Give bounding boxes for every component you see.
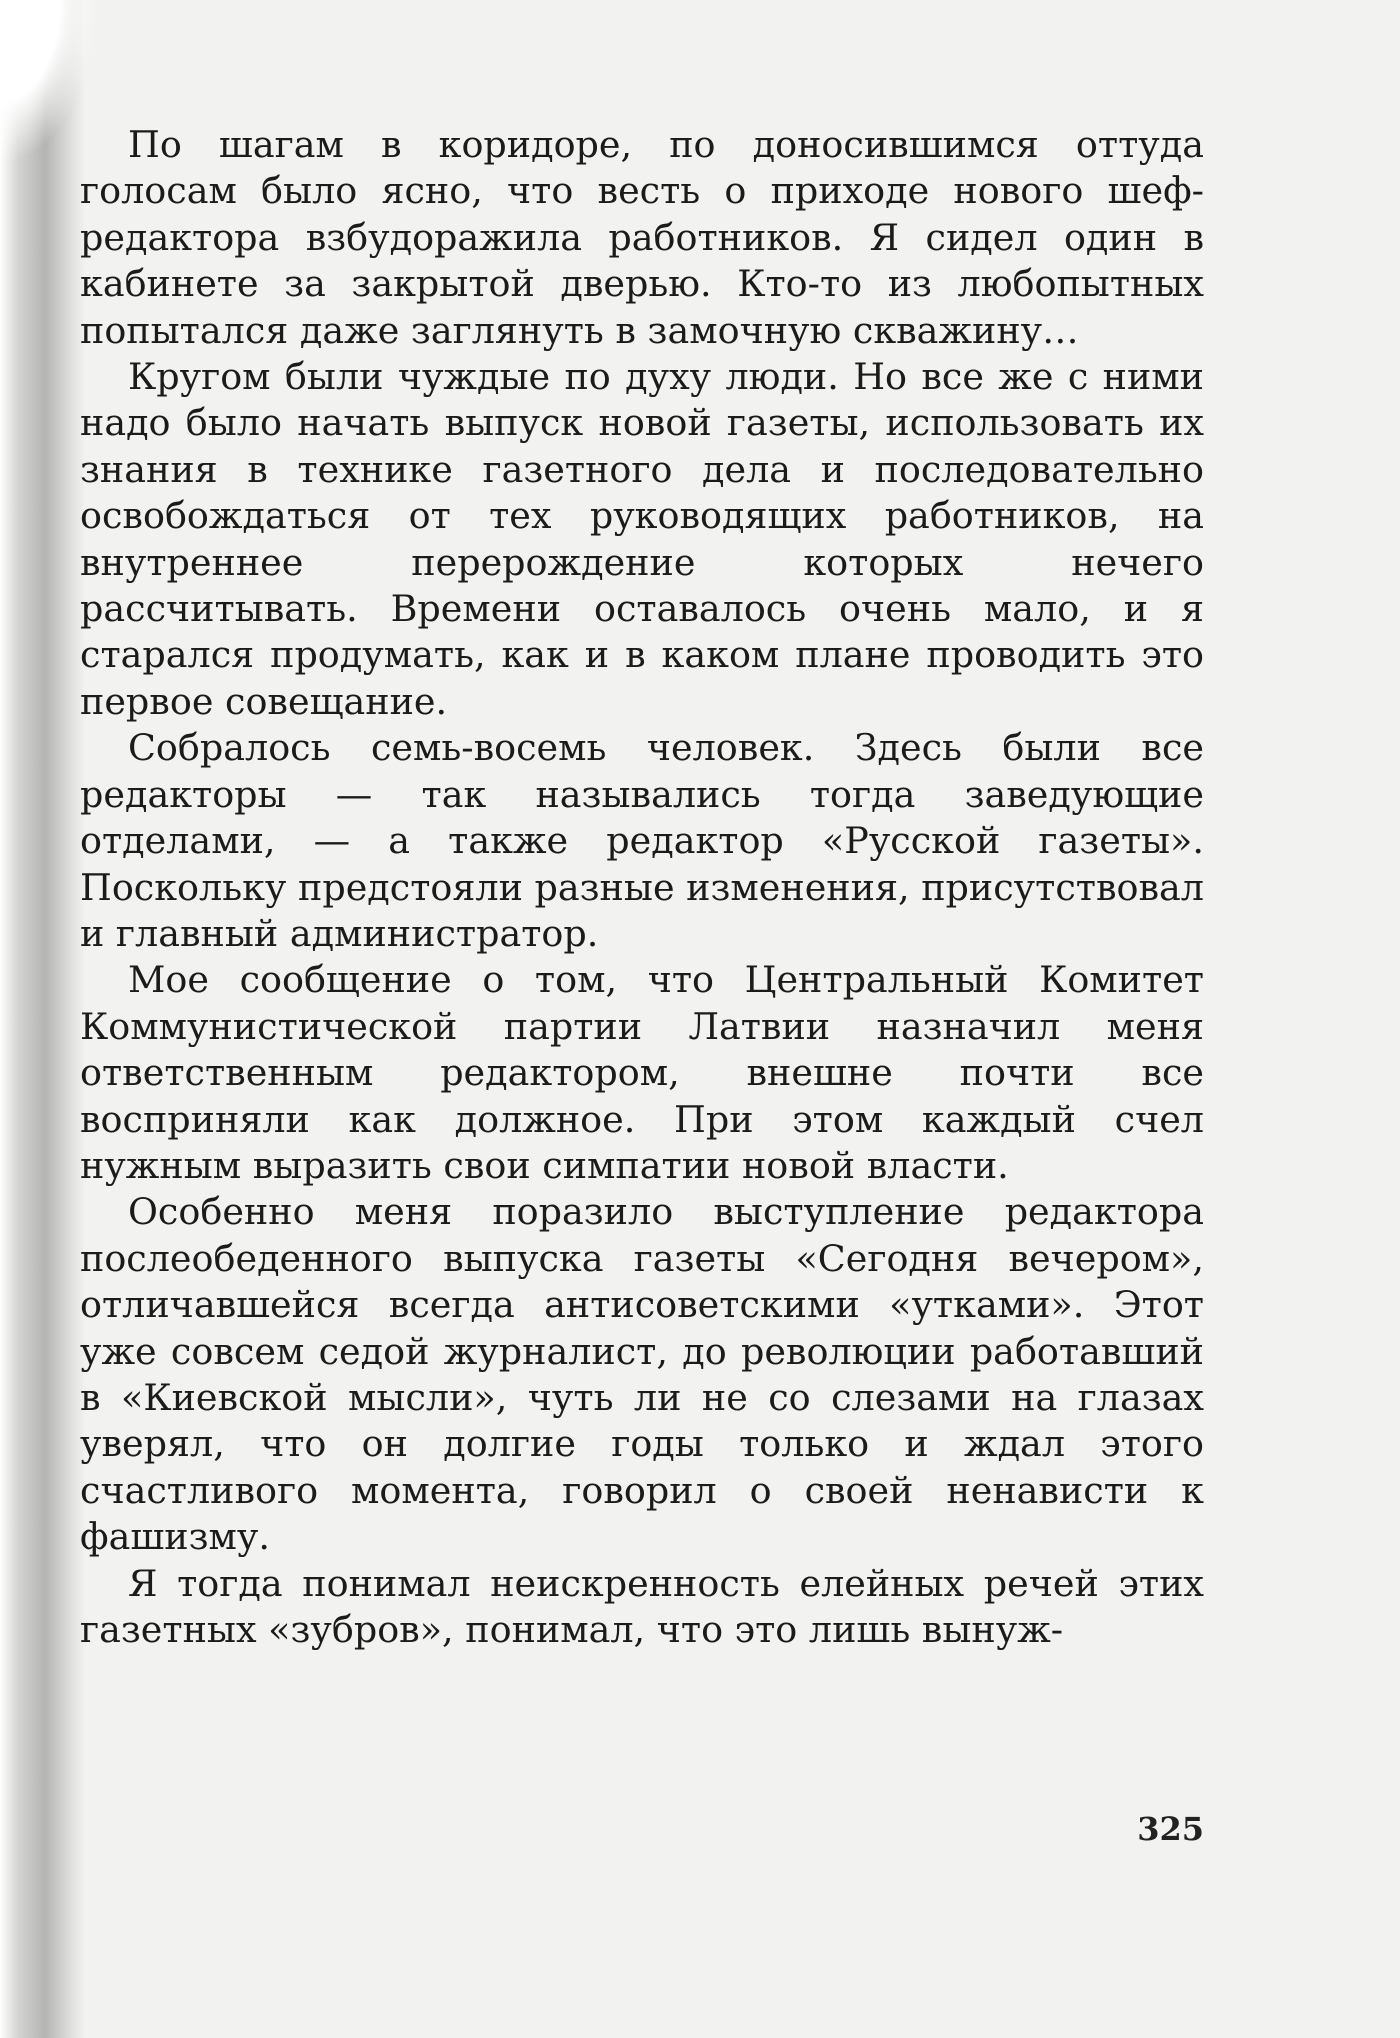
body-text: [80, 122, 1204, 1653]
page-number: 325: [1137, 1810, 1204, 1848]
paragraph-3: Собралось семь-восемь человек. Здесь были все редакторы — так назывались тогда заведующие отделами, — а также редактор «Русской газеты». Поскольку предстояли разные изменения, присутствовал и главный администратор.: [80, 726, 1204, 955]
paragraph-1: По шагам в коридоре, по доносившимся оттуда голосам было ясно, что весть о приходе нового шеф-редактора взбудоражила работников. Я сидел один в кабинете за закрытой дверью. Кто-то из любопытных попытался даже заглянуть в замочную скважину…: [80, 123, 1204, 352]
paragraph-4: Мое сообщение о том, что Центральный Комитет Коммунистической партии Латвии назначил меня ответственным редактором, внешне почти все восприняли как должное. При этом каждый счел нужным выразить свои симпатии новой власти.: [80, 958, 1204, 1187]
paragraph-6: Я тогда понимал неискренность елейных речей этих газетных «зубров», понимал, что это лишь вынуж-: [80, 1561, 1204, 1651]
paragraph-5: Особенно меня поразило выступление редактора послеобеденного выпуска газеты «Сегодня вечером», отличавшейся всегда антисоветскими «утками». Этот уже совсем седой журналист, до революции работавший в «Киевской мысли», чуть ли не со слезами на глазах уверял, что он долгие годы только и ждал этого счастливого момента, говорил о своей ненависти к фашизму.: [80, 1190, 1204, 1559]
binding-shadow: [0, 0, 85, 2038]
paragraph-2: Кругом были чуждые по духу люди. Но все же с ними надо было начать выпуск новой газеты, использовать их знания в технике газетного дела и последовательно освобождаться от тех руководящих работников, на внутреннее перерождение которых нечего рассчитывать. Времени оставалось очень мало, и я старался продумать, как и в каком плане проводить это первое совещание.: [80, 355, 1204, 723]
